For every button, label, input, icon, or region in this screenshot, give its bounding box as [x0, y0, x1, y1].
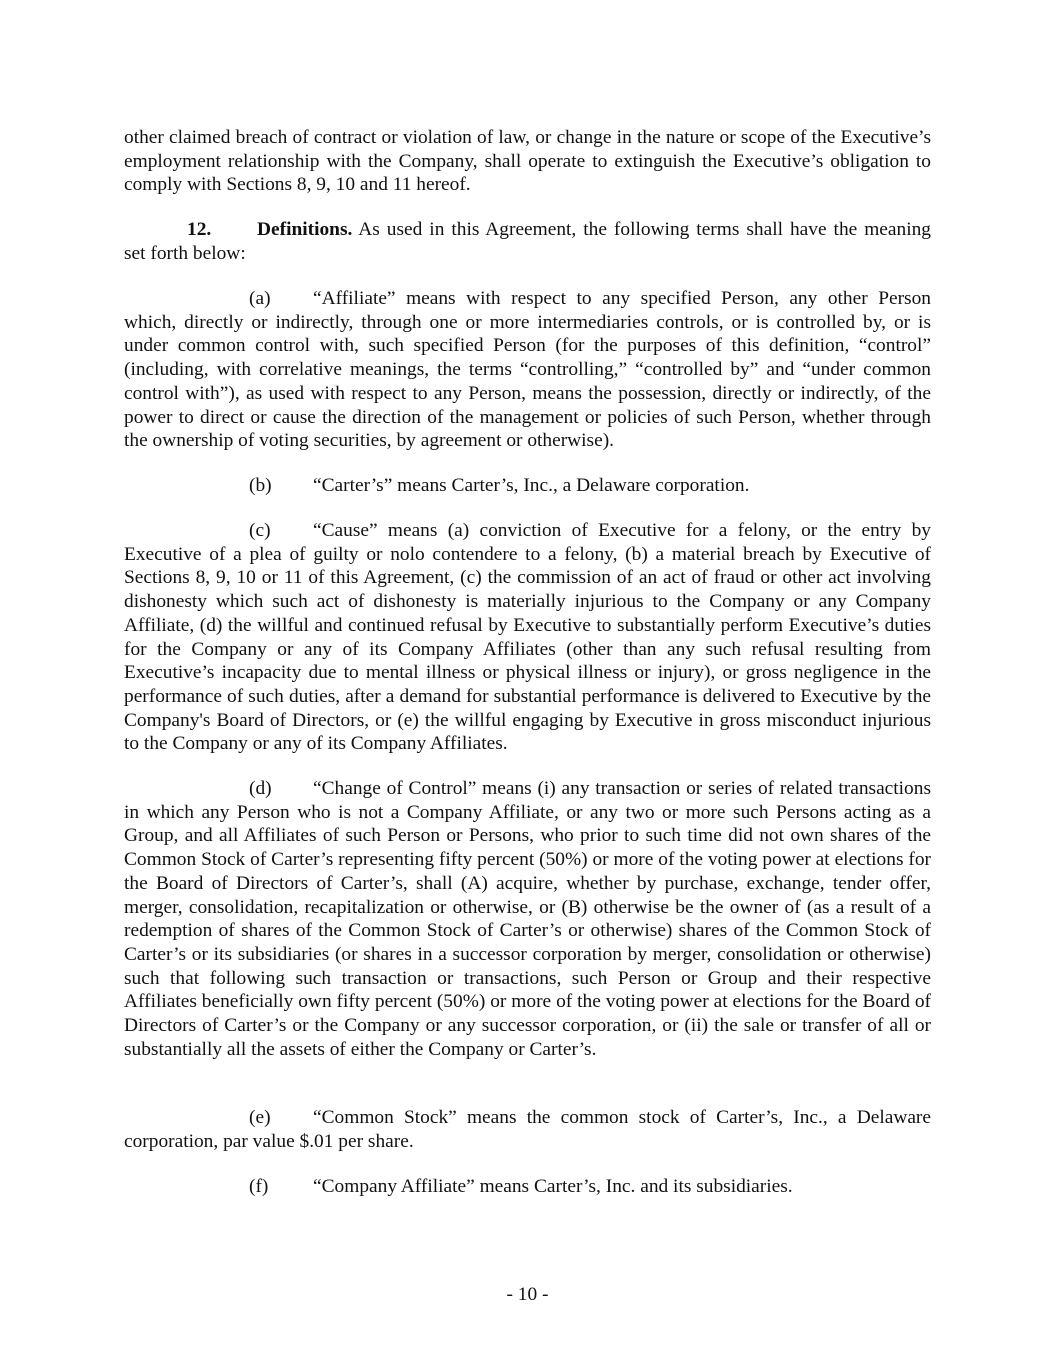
section-12-paragraph	[124, 218, 931, 265]
definition-label: (f)	[249, 1176, 269, 1197]
definition-common-stock	[124, 1106, 931, 1153]
section-number: 12.	[187, 219, 212, 240]
definition-text: “Company Affiliate” means Carter’s, Inc. and its subsidiaries.	[313, 1176, 793, 1197]
definition-cause	[124, 519, 931, 756]
definition-text: “Common Stock” means the common stock of Carter’s, Inc., a Delaware corporation, par value $.01 per share.	[124, 1107, 931, 1152]
definition-company-affiliate	[124, 1175, 931, 1199]
section-heading: Definitions.	[257, 219, 353, 240]
definition-label: (a)	[249, 288, 271, 309]
definition-affiliate	[124, 287, 931, 453]
definition-carters	[124, 474, 931, 498]
definition-text: “Carter’s” means Carter’s, Inc., a Delaware corporation.	[313, 475, 750, 496]
definition-label: (b)	[249, 475, 272, 496]
definition-text: “Change of Control” means (i) any transaction or series of related transactions in which any Person who is not a Company Affiliate, or any two or more such Persons acting as a Group, and all Affiliates of such Person or Persons, who prior to such time did not own shares of the Common Stock of Carter’s representing fifty percent (50%) or more of the voting power at elections for the Board of Directors of Carter’s, shall (A) acquire, whether by purchase, exchange, tender offer, merger, consolidation, recapitalization or otherwise, or (B) otherwise be the owner of (as a result of a redemption of shares of the Common Stock of Carter’s or otherwise) shares of the Common Stock of Carter’s or its subsidiaries (or shares in a successor corporation by merger, consolidation or otherwise) such that following such transaction or transactions, such Person or Group and their respective Affiliates beneficially own fifty percent (50%) or more of the voting power at elections for the Board of Directors of Carter’s or the Company or any successor corporation, or (ii) the sale or transfer of all or substantially all the assets of either the Company or Carter’s.	[124, 778, 931, 1060]
definition-text: “Cause” means (a) conviction of Executive for a felony, or the entry by Executive of a plea of guilty or nolo contendere to a felony, (b) a material breach by Executive of Sections 8, 9, 10 or 11 of this Agreement, (c) the commission of an act of fraud or other act involving dishonesty which such act of dishonesty is materially injurious to the Company or any Company Affiliate, (d) the willful and continued refusal by Executive to substantially perform Executive’s duties for the Company or any of its Company Affiliates (other than any such refusal resulting from Executive’s incapacity due to mental illness or physical illness or injury), or gross negligence in the performance of such duties, after a demand for substantial performance is delivered to Executive by the Company's Board of Directors, or (e) the willful engaging by Executive in gross misconduct injurious to the Company or any of its Company Affiliates.	[124, 520, 931, 755]
page-number: - 10 -	[506, 1284, 549, 1305]
definition-text: “Affiliate” means with respect to any specified Person, any other Person which, directly or indirectly, through one or more intermediaries controls, or is controlled by, or is under common control with, such specified Person (for the purposes of this definition, “control” (including, with correlative meanings, the terms “controlling,” “controlled by” and “under common control with”), as used with respect to any Person, means the possession, directly or indirectly, of the power to direct or cause the direction of the management or policies of such Person, whether through the ownership of voting securities, by agreement or otherwise).	[124, 288, 931, 452]
definition-label: (c)	[249, 520, 271, 541]
definition-label: (d)	[249, 778, 272, 799]
section-intro-text: As used in this Agreement, the following terms shall have the meaning set forth below:	[124, 219, 931, 264]
continuation-paragraph: other claimed breach of contract or violation of law, or change in the nature or scope of the Executive’s employment relationship with the Company, shall operate to extinguish the Executive’s obligation to comply with Sections 8, 9, 10 and 11 hereof.	[124, 127, 931, 196]
definition-change-of-control	[124, 777, 931, 1061]
definition-label: (e)	[249, 1107, 271, 1128]
